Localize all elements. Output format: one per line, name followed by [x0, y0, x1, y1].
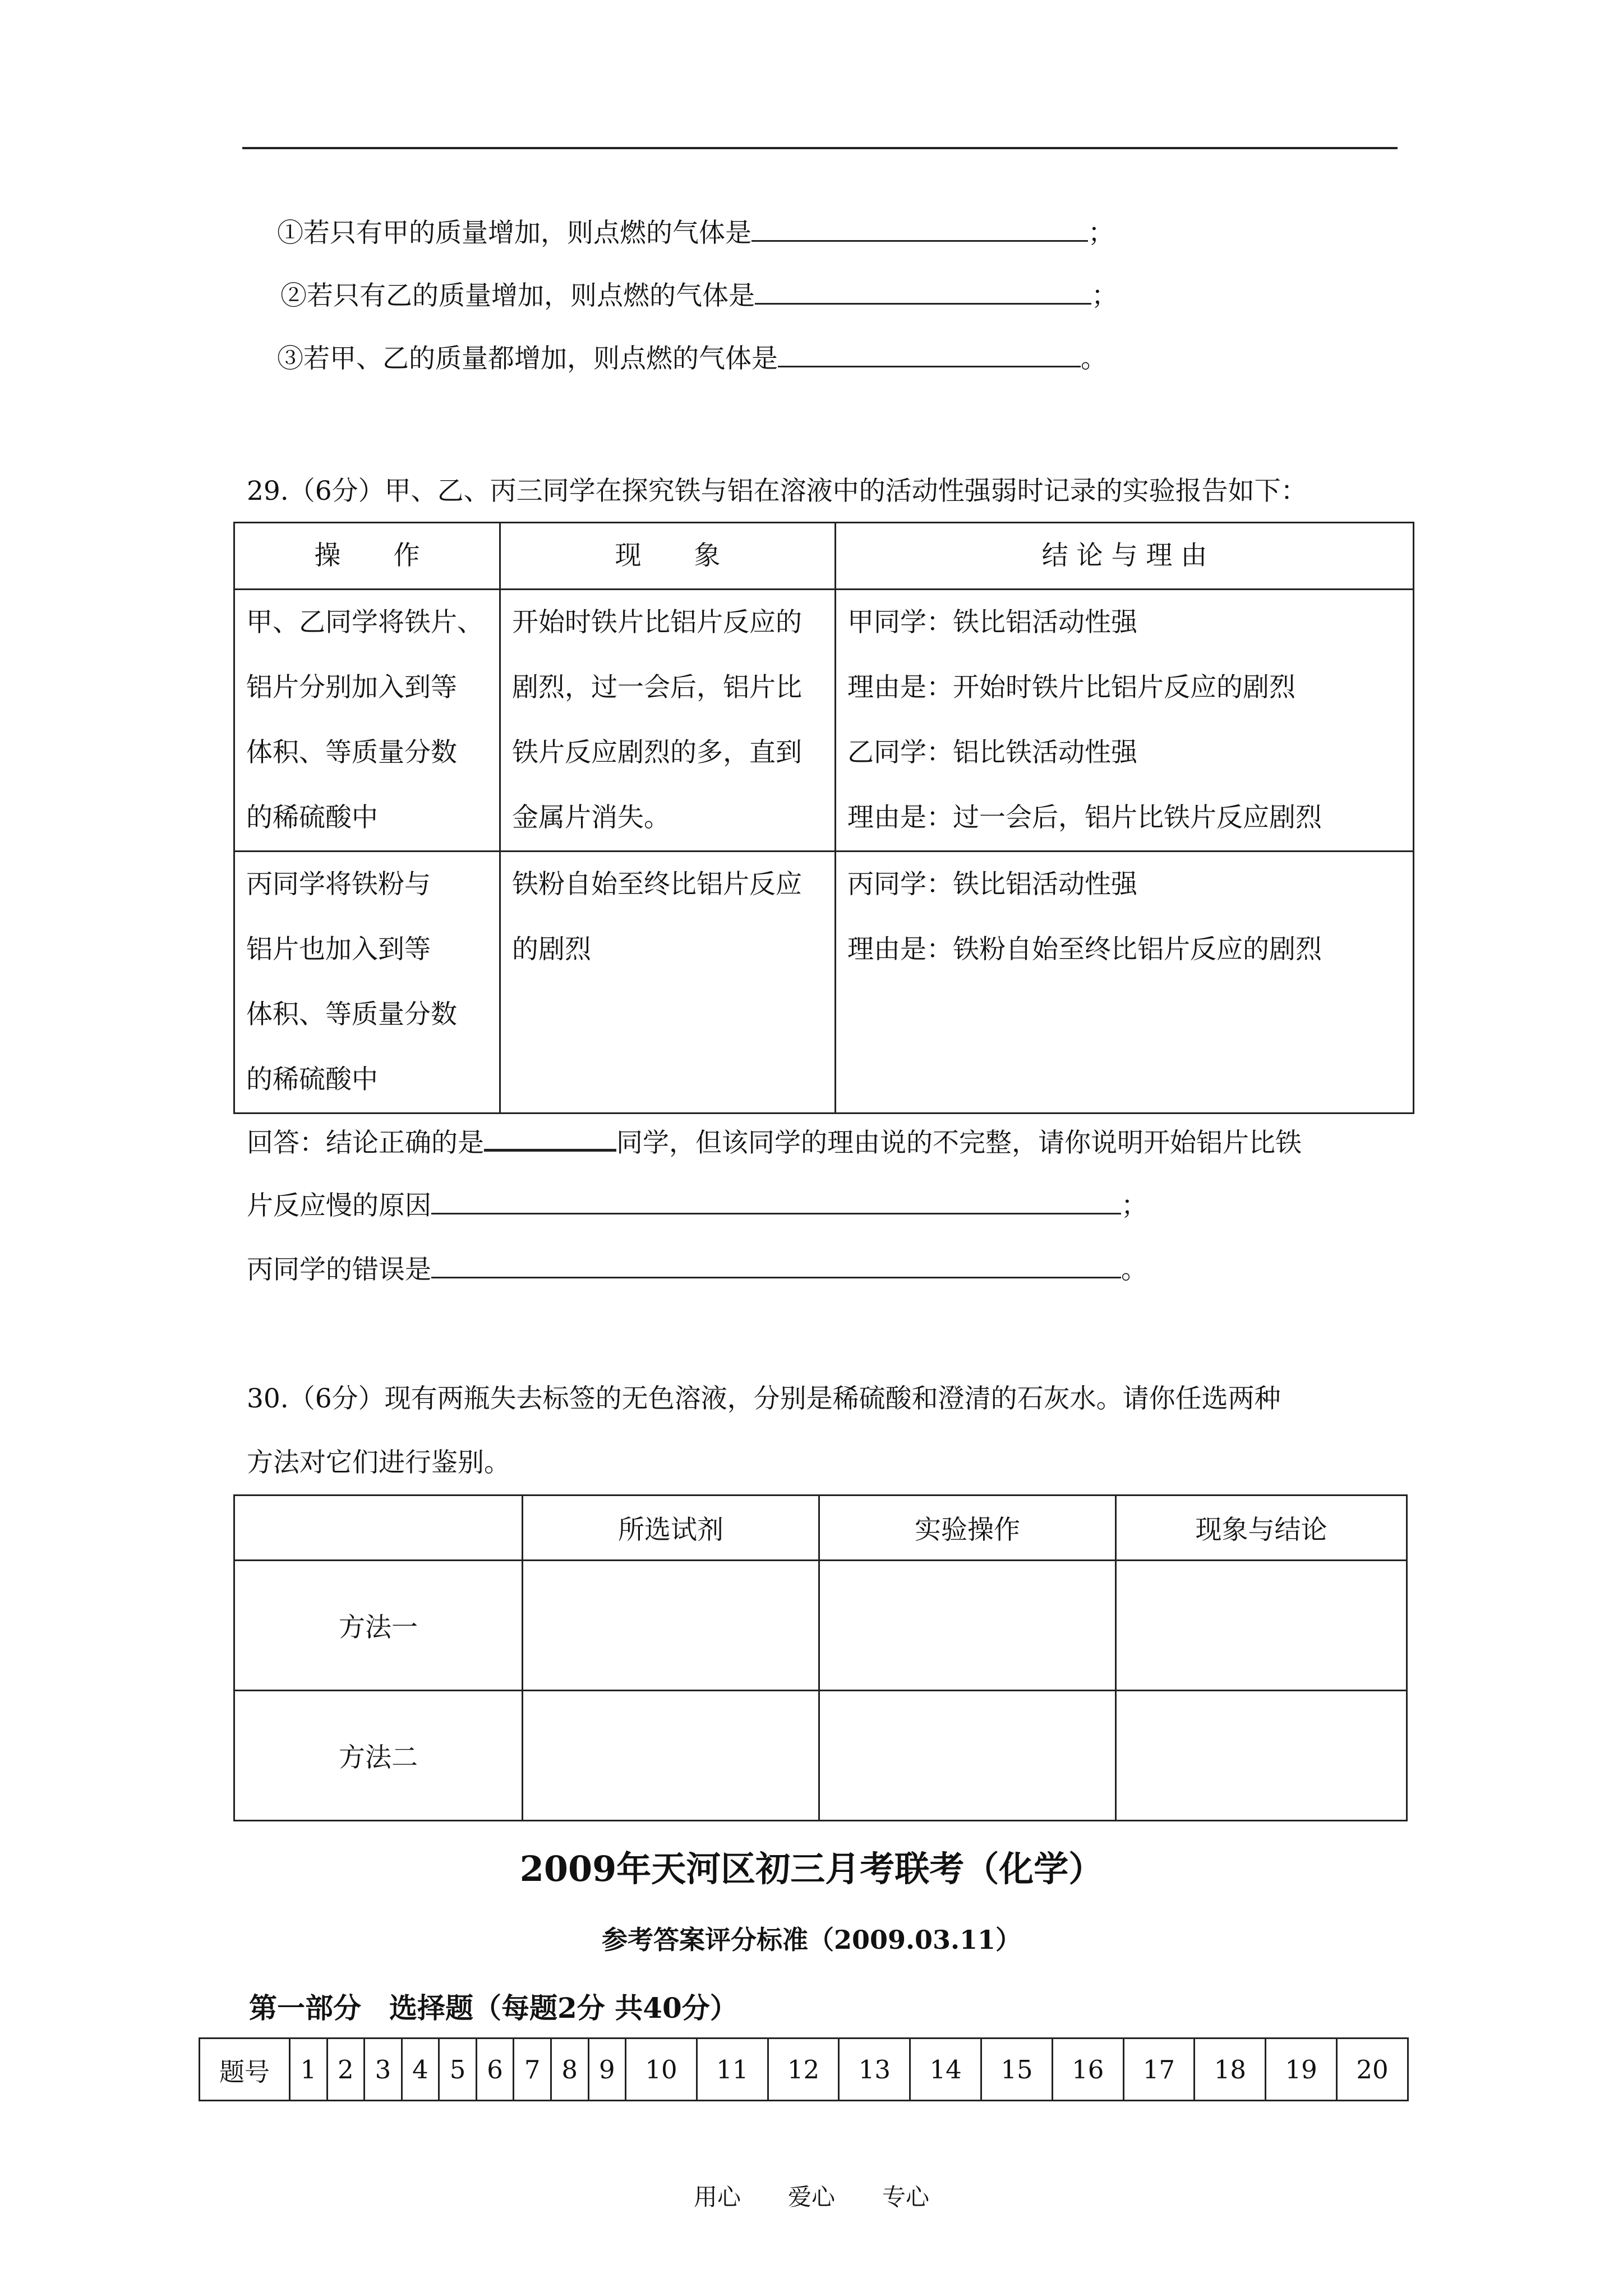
q28-blank-2[interactable]	[755, 278, 1091, 305]
q30-intro-2: 方法对它们进行鉴别。	[247, 1447, 510, 1478]
page-footer: 用心 爱心 专心	[693, 2183, 929, 2211]
q29-header-concl: 结 论 与 理 由	[836, 523, 1414, 590]
question-number: 15	[981, 2039, 1053, 2101]
q29-table	[233, 522, 1414, 1114]
question-number: 5	[439, 2039, 477, 2101]
q29-header-op: 操 作	[234, 523, 500, 590]
q30-method-2-operation[interactable]	[819, 1691, 1116, 1821]
question-number: 10	[626, 2039, 697, 2101]
q28-item-1: ①若只有甲的质量增加，则点燃的气体是 ；	[277, 215, 1114, 250]
header-rule	[242, 147, 1398, 149]
question-number: 12	[768, 2039, 839, 2101]
q28-blank-3[interactable]	[778, 341, 1081, 367]
question-number: 8	[551, 2039, 588, 2101]
question-number: 2	[327, 2039, 365, 2101]
question-number: 14	[910, 2039, 981, 2101]
q29-intro: 29.（6分）甲、乙、丙三同学在探究铁与铝在溶液中的活动性强弱时记录的实验报告如下：	[247, 476, 1307, 507]
q30-header-blank	[234, 1496, 523, 1561]
q28-blank-1[interactable]	[751, 215, 1088, 242]
q30-header-reagent: 所选试剂	[523, 1496, 819, 1561]
q30-method-1-label: 方法一	[234, 1561, 523, 1691]
question-number: 16	[1052, 2039, 1123, 2101]
q29-row2-concl: 丙同学：铁比铝活动性强 理由是：铁粉自始至终比铝片反应的剧烈	[836, 852, 1414, 1114]
q29-row1-concl: 甲同学：铁比铝活动性强 理由是：开始时铁片比铝片反应的剧烈 乙同学：铝比铁活动性强 理由是：过一会后，铝片比铁片反应剧烈	[836, 590, 1414, 852]
question-number: 20	[1337, 2039, 1408, 2101]
q30-method-1-operation[interactable]	[819, 1561, 1116, 1691]
q30-intro-1: 30.（6分）现有两瓶失去标签的无色溶液，分别是稀硫酸和澄清的石灰水。请你任选两种	[247, 1383, 1281, 1414]
q30-table	[233, 1494, 1408, 1821]
q30-header-result: 现象与结论	[1116, 1496, 1407, 1561]
q28-item-3: ③若甲、乙的质量都增加，则点燃的气体是 。	[277, 341, 1107, 376]
answer-key-table	[199, 2037, 1409, 2101]
question-number: 11	[697, 2039, 768, 2101]
q29-row1-op: 甲、乙同学将铁片、 铝片分别加入到等 体积、等质量分数 的稀硫酸中	[234, 590, 500, 852]
q30-method-2-reagent[interactable]	[523, 1691, 819, 1821]
answer-key-section: 第一部分 选择题（每题2分 共40分）	[249, 1991, 738, 2024]
question-number: 13	[839, 2039, 910, 2101]
question-number: 18	[1195, 2039, 1266, 2101]
q29-blank-error[interactable]	[431, 1252, 1121, 1278]
question-number: 4	[402, 2039, 439, 2101]
question-number: 17	[1123, 2039, 1195, 2101]
answer-key-subtitle: 参考答案评分标准（2009.03.11）	[601, 1925, 1022, 1955]
question-number: 1	[290, 2039, 328, 2101]
q30-method-2-result[interactable]	[1116, 1691, 1407, 1821]
answer-key-row-label: 题号	[200, 2039, 290, 2101]
question-number: 3	[365, 2039, 402, 2101]
q29-row1-phen: 开始时铁片比铝片反应的 剧烈，过一会后，铝片比 铁片反应剧烈的多，直到 金属片消失。	[500, 590, 836, 852]
q29-answer-line-1: 回答：结论正确的是 同学，但该同学的理由说的不完整，请你说明开始铝片比铁	[247, 1124, 1302, 1160]
q29-answer-line-3: 丙同学的错误是 。	[247, 1252, 1147, 1287]
question-number: 7	[514, 2039, 551, 2101]
q30-method-2-label: 方法二	[234, 1691, 523, 1821]
question-number: 6	[476, 2039, 514, 2101]
q29-row2-phen: 铁粉自始至终比铝片反应 的剧烈	[500, 852, 836, 1114]
q29-blank-reason[interactable]	[431, 1188, 1121, 1214]
q29-blank-correct[interactable]	[484, 1124, 616, 1152]
question-number: 19	[1266, 2039, 1337, 2101]
q30-method-1-reagent[interactable]	[523, 1561, 819, 1691]
question-number: 9	[588, 2039, 626, 2101]
answer-key-title: 2009年天河区初三月考联考（化学）	[519, 1848, 1104, 1889]
q30-method-1-result[interactable]	[1116, 1561, 1407, 1691]
q29-answer-line-2: 片反应慢的原因 ；	[247, 1188, 1147, 1223]
q30-header-operation: 实验操作	[819, 1496, 1116, 1561]
q29-row2-op: 丙同学将铁粉与 铝片也加入到等 体积、等质量分数 的稀硫酸中	[234, 852, 500, 1114]
q28-item-2: ②若只有乙的质量增加，则点燃的气体是 ；	[280, 278, 1118, 313]
q29-header-phen: 现 象	[500, 523, 836, 590]
